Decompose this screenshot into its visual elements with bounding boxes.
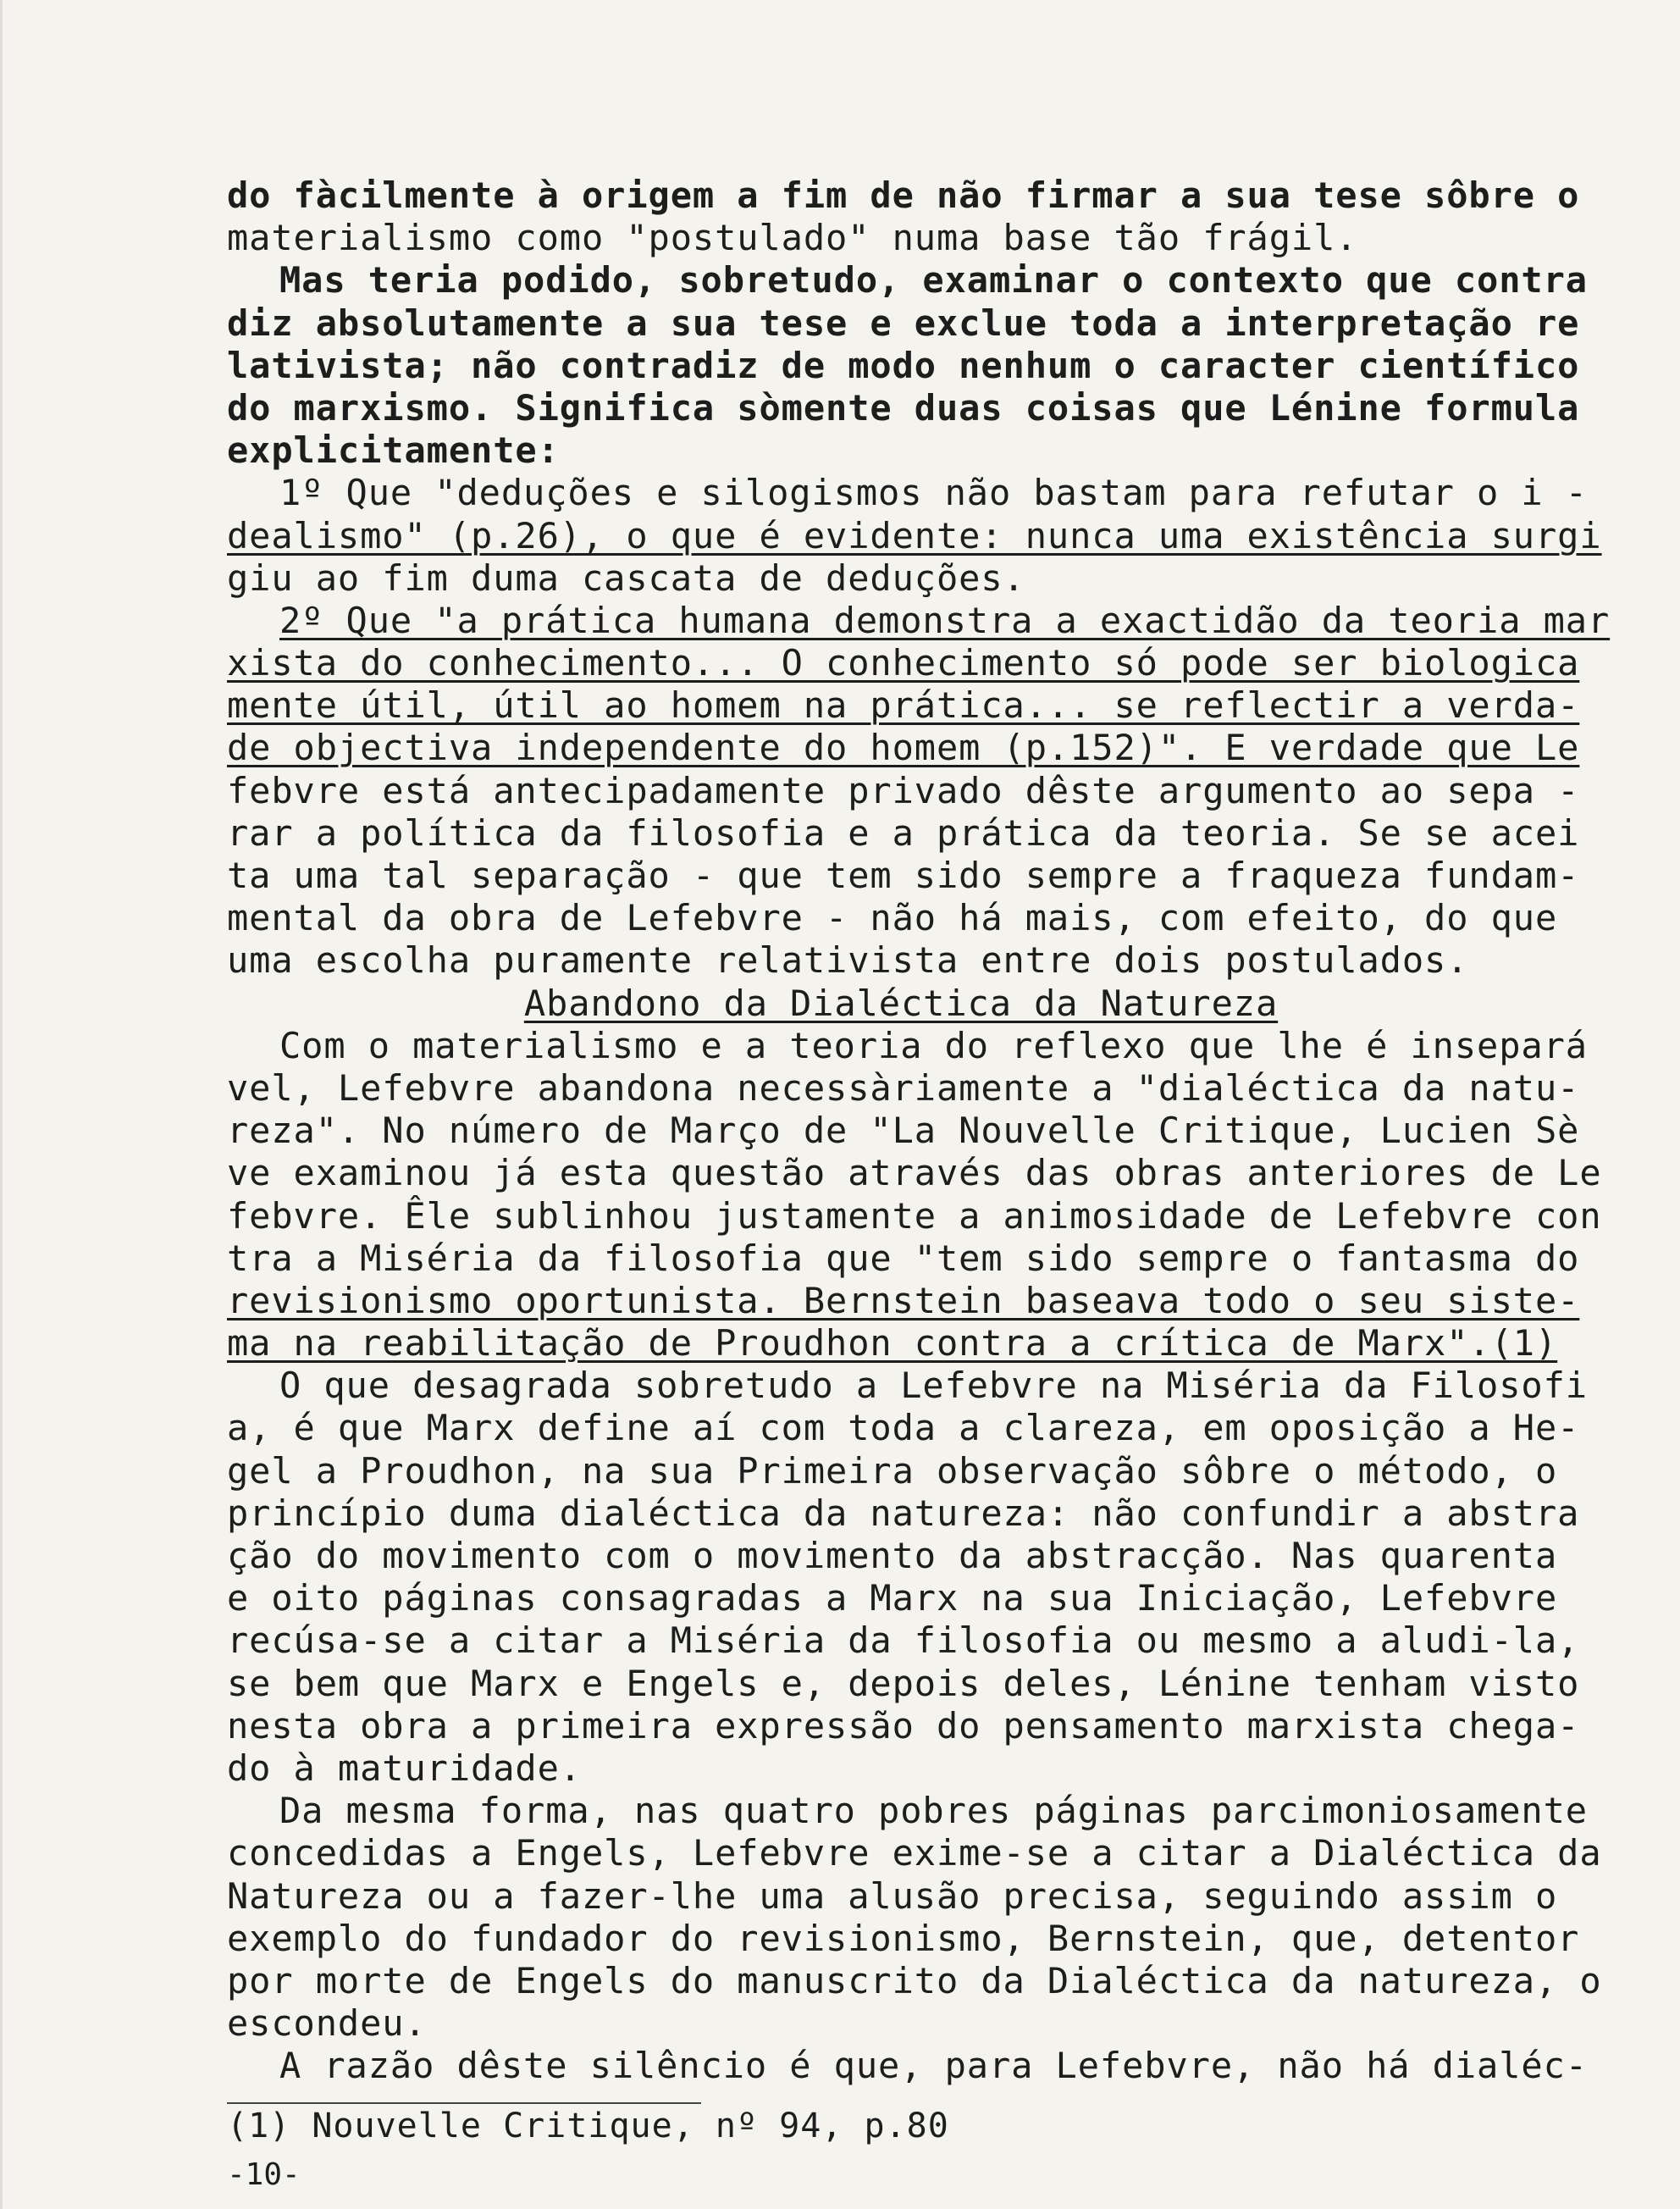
text-line: do à maturidade. [227,1747,582,1789]
text-line: febvre está antecipadamente privado dêste argumento ao sepa - [227,769,1580,811]
text-line: recúsa-se a citar a Miséria da filosofia ou mesmo a aludi-la, [227,1619,1580,1662]
text-line: uma escolha puramente relativista entre dois postulados. [227,939,1469,982]
text-line: ve examinou já esta questão através das obras anteriores de Le [227,1152,1602,1194]
text-line: ção do movimento com o movimento da abstracção. Nas quarenta [227,1535,1558,1576]
text-line: A razão dêste silêncio é que, para Lefebvre, não há dialéc- [279,2045,1588,2087]
text-line: se bem que Marx e Engels e, depois deles, Lénine tenham visto [227,1662,1580,1704]
page-number: -10- [227,2157,301,2192]
text-line: O que desagrada sobretudo a Lefebvre na Miséria da Filosofi [279,1365,1588,1407]
text-line: Da mesma forma, nas quatro pobres páginas parcimoniosamente [279,1790,1588,1832]
text-line: revisionismo oportunista. Bernstein baseava todo o seu siste- [227,1279,1580,1321]
text-line: de objectiva independente do homem (p.152)". E verdade que Le [227,727,1580,769]
footnote-text: (1) Nouvelle Critique, nº 94, p.80 [227,2107,949,2145]
text-line: reza". No número de Março de "La Nouvelle Critique, Lucien Sè [227,1110,1580,1152]
text-line: escondeu. [227,2002,427,2045]
text-line: gel a Proudhon, na sua Primeira observação sôbre o método, o [227,1449,1558,1492]
text-line: giu ao fim duma cascata de deduções. [227,556,1025,599]
text-line: 1º Que "deduções e silogismos não bastam para refutar o i - [279,472,1588,514]
text-line: exemplo do fundador do revisionismo, Bernstein, que, detentor [227,1917,1580,1959]
section-heading: Abandono da Dialéctica da Natureza [523,982,1279,1024]
body-text [227,174,1609,2087]
text-line: rar a política da filosofia e a prática da teoria. Se se acei [227,811,1580,854]
text-line: Com o materialismo e a teoria do reflexo que lhe é insepará [279,1024,1588,1066]
footnote [227,2106,949,2146]
text-line: nesta obra a primeira expressão do pensamento marxista chega- [227,1704,1580,1747]
text-line: ta uma tal separação - que tem sido sempre a fraqueza fundam- [227,855,1580,896]
text-line: explicitamente: [227,429,560,472]
text-line: e oito páginas consagradas a Marx na sua Iniciação, Lefebvre [227,1577,1558,1619]
text-line: febvre. Êle sublinhou justamente a animosidade de Lefebvre con [227,1194,1602,1237]
text-line: lativista; não contradiz de modo nenhum o caracter científico [227,344,1580,386]
text-line: do marxismo. Significa sòmente duas coisas que Lénine formula [227,386,1580,429]
text-line: mental da obra de Lefebvre - não há mais, com efeito, do que [227,897,1558,939]
text-line: ma na reabilitação de Proudhon contra a crítica de Marx".(1) [227,1322,1558,1365]
text-line: 2º Que "a prática humana demonstra a exactidão da teoria mar [279,599,1611,641]
text-line: por morte de Engels do manuscrito da Dialéctica da natureza, o [227,1959,1602,2001]
text-line: Natureza ou a fazer-lhe uma alusão precisa, seguindo assim o [227,1874,1558,1917]
text-line: dealismo" (p.26), o que é evidente: nunca uma existência surgi [227,514,1602,556]
text-line: concedidas a Engels, Lefebvre exime-se a citar a Dialéctica da [227,1832,1602,1874]
text-line: tra a Miséria da filosofia que "tem sido sempre o fantasma do [227,1237,1580,1279]
text-line: do fàcilmente à origem a fim de não firmar a sua tese sôbre o [227,174,1580,216]
text-line: diz absolutamente a sua tese e exclue toda a interpretação re [227,302,1580,344]
text-line: xista do conhecimento... O conhecimento só pode ser biologica [227,642,1580,684]
text-line: princípio duma dialéctica da natureza: não confundir a abstra [227,1492,1580,1534]
text-line: vel, Lefebvre abandona necessàriamente a "dialéctica da natu- [227,1066,1580,1109]
text-line: a, é que Marx define aí com toda a clareza, em oposição a He- [227,1407,1580,1449]
text-line: Mas teria podido, sobretudo, examinar o contexto que contra [279,259,1588,302]
text-line: mente útil, útil ao homem na prática... se reflectir a verda- [227,684,1580,727]
scan-edge [0,0,3,2209]
text-line: materialismo como "postulado" numa base tão frágil. [227,217,1358,259]
footnote-rule [227,2102,701,2104]
